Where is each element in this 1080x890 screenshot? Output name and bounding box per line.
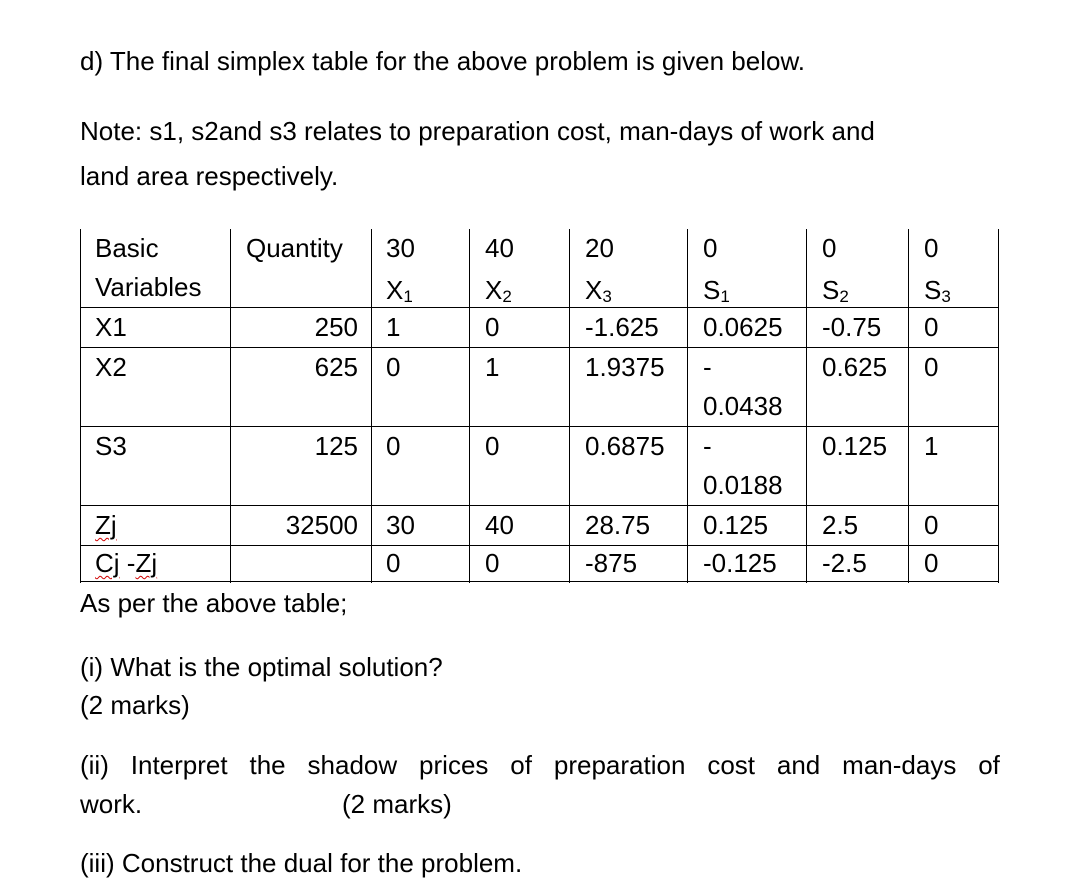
cj-zj-label: Cj -Zj (95, 548, 158, 578)
header-var-x1: X1 (386, 275, 413, 306)
table-divider (230, 229, 231, 583)
word: of (978, 750, 1000, 780)
header-var-s2: S2 (822, 275, 849, 306)
row-x1-x2: 0 (485, 312, 500, 342)
zj-x2: 40 (485, 510, 514, 540)
note-line-2: land area respectively. (80, 161, 339, 191)
question-1: (i) What is the optimal solution? (80, 652, 443, 682)
cj-zj-s1: -0.125 (703, 548, 777, 578)
row-x2-s1-continued: 0.0438 (703, 391, 783, 421)
header-var-s3: S3 (924, 275, 951, 306)
cj-zj-x2: 0 (485, 548, 500, 578)
question-heading: d) The final simplex table for the above problem is given below. (80, 46, 806, 76)
question-2-line-2: work. (80, 789, 143, 819)
row-x1-s3: 0 (924, 312, 939, 342)
row-s3-quantity: 125 (314, 431, 358, 461)
table-row-divider (80, 545, 999, 546)
header-var-x3: X3 (585, 275, 612, 306)
row-s3-x1: 0 (386, 431, 401, 461)
row-x1-s2: -0.75 (822, 312, 882, 342)
table-divider (687, 229, 688, 583)
header-cj-s2: 0 (822, 233, 837, 263)
row-x2-x2: 1 (485, 352, 500, 382)
row-s3-basic: S3 (95, 431, 127, 461)
row-s3-s1-continued: 0.0188 (703, 470, 783, 500)
cj-zj-x3: -875 (585, 548, 638, 578)
row-x2-quantity: 625 (314, 352, 358, 382)
row-x2-x1: 0 (386, 352, 401, 382)
word: of (510, 750, 532, 780)
word: prices (419, 750, 489, 780)
cj-zj-s2: -2.5 (822, 548, 867, 578)
row-x2-x3: 1.9375 (585, 352, 665, 382)
table-border-left (80, 229, 81, 583)
row-x1-s1: 0.0625 (703, 312, 783, 342)
table-divider (908, 229, 909, 583)
question-2-line-1 (80, 750, 1000, 780)
simplex-table (80, 227, 1000, 583)
row-x2-basic: X2 (95, 352, 127, 382)
row-x2-s3: 0 (924, 352, 939, 382)
cj-zj-x1: 0 (386, 548, 401, 578)
zj-s3: 0 (924, 510, 939, 540)
word: cost (707, 750, 755, 780)
header-basic-variables: Variables (95, 272, 202, 302)
word: shadow (307, 750, 398, 780)
table-divider (469, 229, 470, 583)
table-divider (806, 229, 807, 583)
zj-s2: 2.5 (822, 510, 859, 540)
word: the (249, 750, 286, 780)
header-var-s1: S1 (703, 275, 730, 306)
zj-s1: 0.125 (703, 510, 769, 540)
row-x1-x3: -1.625 (585, 312, 659, 342)
zj-x1: 30 (386, 510, 415, 540)
word: man-days (842, 750, 957, 780)
note-line-1: Note: s1, s2and s3 relates to preparation cost, man-days of work and (80, 116, 875, 146)
zj-label: Zj (95, 510, 117, 540)
table-border-bottom (80, 581, 999, 582)
header-cj-s1: 0 (703, 233, 718, 263)
row-s3-x2: 0 (485, 431, 500, 461)
table-row-divider (80, 505, 999, 506)
row-x2-s2: 0.625 (822, 352, 888, 382)
table-divider (371, 229, 372, 583)
header-cj-x3: 20 (585, 233, 614, 263)
table-row-divider (80, 347, 999, 348)
header-cj-s3: 0 (924, 233, 939, 263)
row-x1-quantity: 250 (314, 312, 358, 342)
question-3: (iii) Construct the dual for the problem. (80, 848, 523, 878)
word: preparation (553, 750, 686, 780)
word: (ii) (80, 750, 109, 780)
row-s3-s1: - (703, 431, 712, 461)
table-row-divider (80, 307, 999, 308)
cj-zj-s3: 0 (924, 548, 939, 578)
table-divider (569, 229, 570, 583)
after-table-text: As per the above table; (80, 588, 348, 618)
row-s3-s3: 1 (924, 431, 939, 461)
zj-quantity: 32500 (285, 510, 358, 540)
word: and (776, 750, 821, 780)
zj-x3: 28.75 (585, 510, 651, 540)
row-s3-x3: 0.6875 (585, 431, 665, 461)
header-var-x2: X2 (485, 275, 512, 306)
question-1-marks: (2 marks) (80, 690, 190, 720)
row-x2-s1: - (703, 352, 712, 382)
table-row-divider (80, 426, 999, 427)
word: Interpret (130, 750, 228, 780)
row-x1-x1: 1 (386, 312, 401, 342)
question-2-marks: (2 marks) (342, 789, 452, 819)
row-x1-basic: X1 (95, 312, 127, 342)
table-border-right (998, 229, 999, 583)
header-cj-x2: 40 (485, 233, 514, 263)
header-basic-variables: Basic (95, 233, 159, 263)
header-quantity: Quantity (246, 233, 343, 263)
row-s3-s2: 0.125 (822, 431, 888, 461)
header-cj-x1: 30 (386, 233, 415, 263)
